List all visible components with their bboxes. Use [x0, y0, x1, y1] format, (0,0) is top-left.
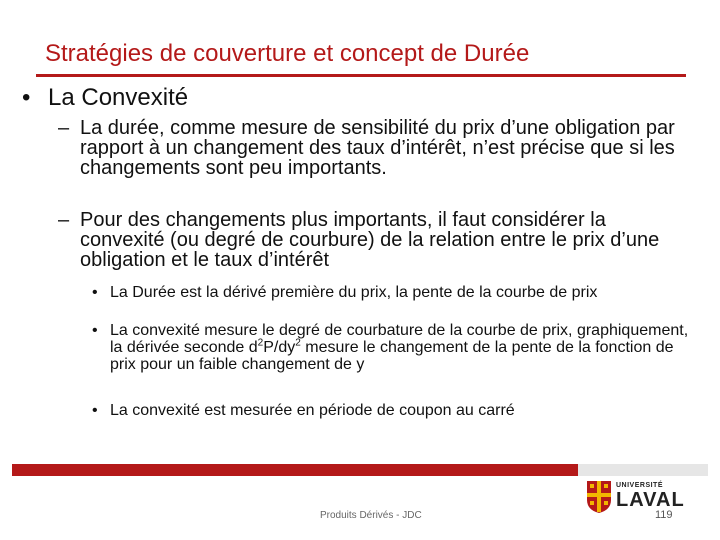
dash-icon: –: [58, 209, 70, 231]
slide-number: 119: [655, 509, 673, 521]
section-heading: La Convexité: [48, 84, 189, 111]
subpoint-text: La Durée est la dérivé première du prix, la pente de la courbe de prix: [110, 284, 598, 301]
subpoint-text-mid: P/dy: [263, 339, 296, 356]
bullet-icon: •: [92, 284, 98, 301]
point-text: Pour des changements plus importants, il faut considérer la convexité (ou degré de courbure) de la relation entre le prix d’une obligation et le taux d’intérêt: [80, 209, 660, 271]
bullet-icon: •: [92, 402, 98, 419]
superscript: 2: [295, 337, 301, 349]
subpoint-text-start: La convexité mesure le degré de courbature de la courbe de prix, graphiquement, la dérivée seconde d: [110, 322, 689, 356]
footer-bar: [12, 464, 578, 476]
bullet-icon: •: [92, 322, 98, 339]
point-text: La durée, comme mesure de sensibilité du prix d’une obligation par rapport à un changement des taux d’intérêt, n’est précise que si les changements sont peu importants.: [80, 117, 675, 179]
shield-icon: [586, 480, 612, 514]
slide-title: Stratégies de couverture et concept de Durée: [45, 40, 530, 67]
superscript: 2: [257, 337, 264, 349]
title-rule: [36, 74, 686, 77]
dash-icon: –: [58, 117, 70, 139]
logo-upper-text: UNIVERSITÉ: [616, 482, 664, 489]
subpoint-text: [110, 322, 692, 373]
subpoint-text: La convexité est mesurée en période de coupon au carré: [110, 402, 515, 419]
bullet-icon: •: [22, 84, 31, 111]
footer-bar-gray: [578, 464, 708, 476]
university-logo: [586, 480, 696, 524]
footer-text: Produits Dérivés - JDC: [320, 510, 422, 521]
subpoint-text-end: mesure le changement de la pente de la fonction de prix pour un faible changement de y: [110, 339, 674, 373]
logo-main-text: LAVAL: [616, 489, 685, 511]
